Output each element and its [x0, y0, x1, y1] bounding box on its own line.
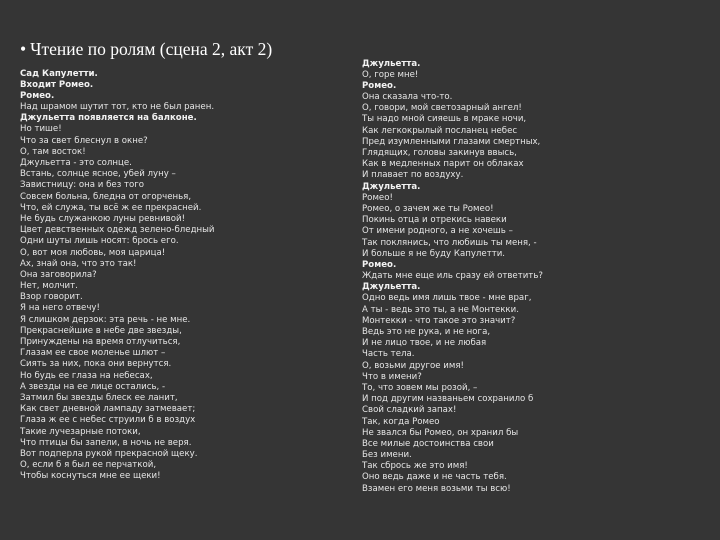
- verse-line: Затмил бы звезды блеск ее ланит,: [20, 392, 178, 403]
- verse-line: Глядящих, головы закинув ввысь,: [362, 148, 517, 158]
- verse-line: Глаза ж ее с небес струили б в воздух: [20, 415, 196, 426]
- verse-line: Монтекки - что такое это значит?: [362, 315, 516, 326]
- verse-line: О, говори, мой светозарный ангел!: [362, 103, 522, 114]
- verse-line: Завистницу: она и без того: [20, 180, 145, 191]
- verse-line: Джульетта - это солнце.: [20, 158, 132, 168]
- speaker-or-stage-line: Джульетта.: [362, 282, 421, 293]
- verse-line: Встань, солнце ясное, убей луну –: [20, 169, 176, 180]
- verse-line: Как свет дневной лампаду затмевает;: [20, 404, 196, 415]
- title-text: Чтение по ролям (сцена 2, акт 2): [30, 39, 273, 59]
- verse-line: И больше я не буду Капулетти.: [362, 248, 506, 259]
- verse-line: Не звался бы Ромео, он хранил бы: [362, 427, 519, 438]
- verse-line: Сиять за них, пока они вернутся.: [20, 359, 172, 370]
- verse-line: Ты надо мной сияешь в мраке ночи,: [362, 114, 527, 125]
- verse-line: Ведь это не рука, и не нога,: [362, 327, 491, 337]
- verse-line: О, там восток!: [20, 146, 86, 157]
- verse-line: Ромео!: [362, 192, 393, 203]
- verse-line: Все милые достоинства свои: [362, 438, 494, 449]
- speaker-or-stage-line: Джульетта появляется на балконе.: [20, 113, 197, 124]
- verse-line: О, горе мне!: [362, 69, 419, 80]
- verse-line: Я слишком дерзок: эта речь - не мне.: [20, 314, 191, 325]
- verse-line: И плавает по воздуху.: [362, 170, 464, 181]
- verse-line: Но будь ее глаза на небесах,: [20, 370, 153, 381]
- verse-line: Глазам ее свое моленье шлют –: [20, 348, 166, 359]
- verse-line: Принуждены на время отлучиться,: [20, 337, 181, 347]
- speaker-or-stage-line: Ромео.: [362, 259, 397, 270]
- verse-line: Оно ведь даже и не часть тебя.: [362, 472, 507, 483]
- verse-line: Что в имени?: [362, 371, 422, 382]
- speaker-or-stage-line: Ромео.: [362, 80, 397, 91]
- verse-line: Так сбрось же это имя!: [362, 461, 468, 472]
- verse-line: Что, ей служа, ты всё ж ее прекрасней.: [20, 202, 202, 213]
- verse-line: Без имени.: [362, 450, 412, 461]
- verse-line: Как в медленных парит он облаках: [362, 159, 524, 170]
- verse-line: Что за свет блеснул в окне?: [20, 135, 148, 146]
- verse-line: Покинь отца и отрекись навеки: [362, 215, 507, 226]
- verse-line: Что птицы бы запели, в ночь не веря.: [20, 437, 192, 448]
- left-text-column: [20, 69, 215, 483]
- verse-line: Прекраснейшие в небе две звезды,: [20, 325, 182, 336]
- speaker-or-stage-line: Ромео.: [20, 90, 55, 101]
- verse-line: Ромео, о зачем же ты Ромео!: [362, 203, 494, 214]
- verse-line: Как легкокрылый посланец небес: [362, 125, 518, 136]
- verse-line: Цвет девственных одежд зелено-бледный: [20, 225, 215, 236]
- speaker-or-stage-line: Входит Ромео.: [20, 79, 94, 90]
- verse-line: А звезды на ее лице остались, -: [20, 381, 166, 392]
- verse-line: Но тише!: [20, 124, 62, 135]
- verse-line: Взамен его меня возьми ты всю!: [362, 483, 511, 494]
- verse-line: Чтобы коснуться мне ее щеки!: [20, 471, 161, 482]
- speaker-or-stage-line: Джульетта.: [362, 58, 421, 69]
- verse-line: И не лицо твое, и не любая: [362, 338, 487, 349]
- verse-line: Пред изумленными глазами смертных,: [362, 136, 541, 147]
- verse-line: О, вот моя любовь, моя царица!: [20, 247, 166, 258]
- verse-line: Так поклянись, что любишь ты меня, -: [362, 237, 537, 248]
- verse-line: Такие лучезарные потоки,: [20, 426, 141, 437]
- verse-line: Одно ведь имя лишь твое - мне враг,: [362, 293, 532, 304]
- verse-line: Взор говорит.: [20, 292, 83, 303]
- verse-line: Нет, молчит.: [20, 281, 78, 292]
- verse-line: Совсем больна, бледна от огорченья,: [20, 191, 192, 202]
- verse-line: О, возьми другое имя!: [362, 360, 464, 371]
- verse-line: Она сказала что-то.: [362, 92, 453, 103]
- verse-line: Так, когда Ромео: [362, 416, 440, 427]
- title-bullet: •: [20, 39, 27, 59]
- speaker-or-stage-line: Сад Капулетти.: [20, 68, 98, 79]
- verse-line: Я на него отвечу!: [20, 303, 100, 314]
- speaker-or-stage-line: Джульетта.: [362, 181, 421, 192]
- verse-line: Свой сладкий запах!: [362, 405, 457, 416]
- verse-line: Вот подперла рукой прекрасной щеку.: [20, 448, 198, 459]
- verse-line: И под другим названьем сохранило б: [362, 394, 534, 405]
- verse-line: А ты - ведь это ты, а не Монтекки.: [362, 304, 519, 315]
- right-text-column: [362, 59, 543, 495]
- verse-line: Одни шуты лишь носят: брось его.: [20, 236, 179, 247]
- verse-line: От имени родного, а не хочешь –: [362, 226, 513, 237]
- verse-line: Часть тела.: [362, 349, 415, 360]
- slide-title: [20, 39, 272, 60]
- verse-line: Не будь служанкою луны ревнивой!: [20, 213, 186, 224]
- verse-line: Ждать мне еще иль сразу ей ответить?: [362, 271, 543, 282]
- verse-line: Над шрамом шутит тот, кто не был ранен.: [20, 102, 215, 113]
- verse-line: То, что зовем мы розой, –: [362, 382, 478, 393]
- verse-line: Ах, знай она, что это так!: [20, 258, 137, 269]
- verse-line: О, если б я был ее перчаткой,: [20, 460, 157, 471]
- verse-line: Она заговорила?: [20, 269, 97, 280]
